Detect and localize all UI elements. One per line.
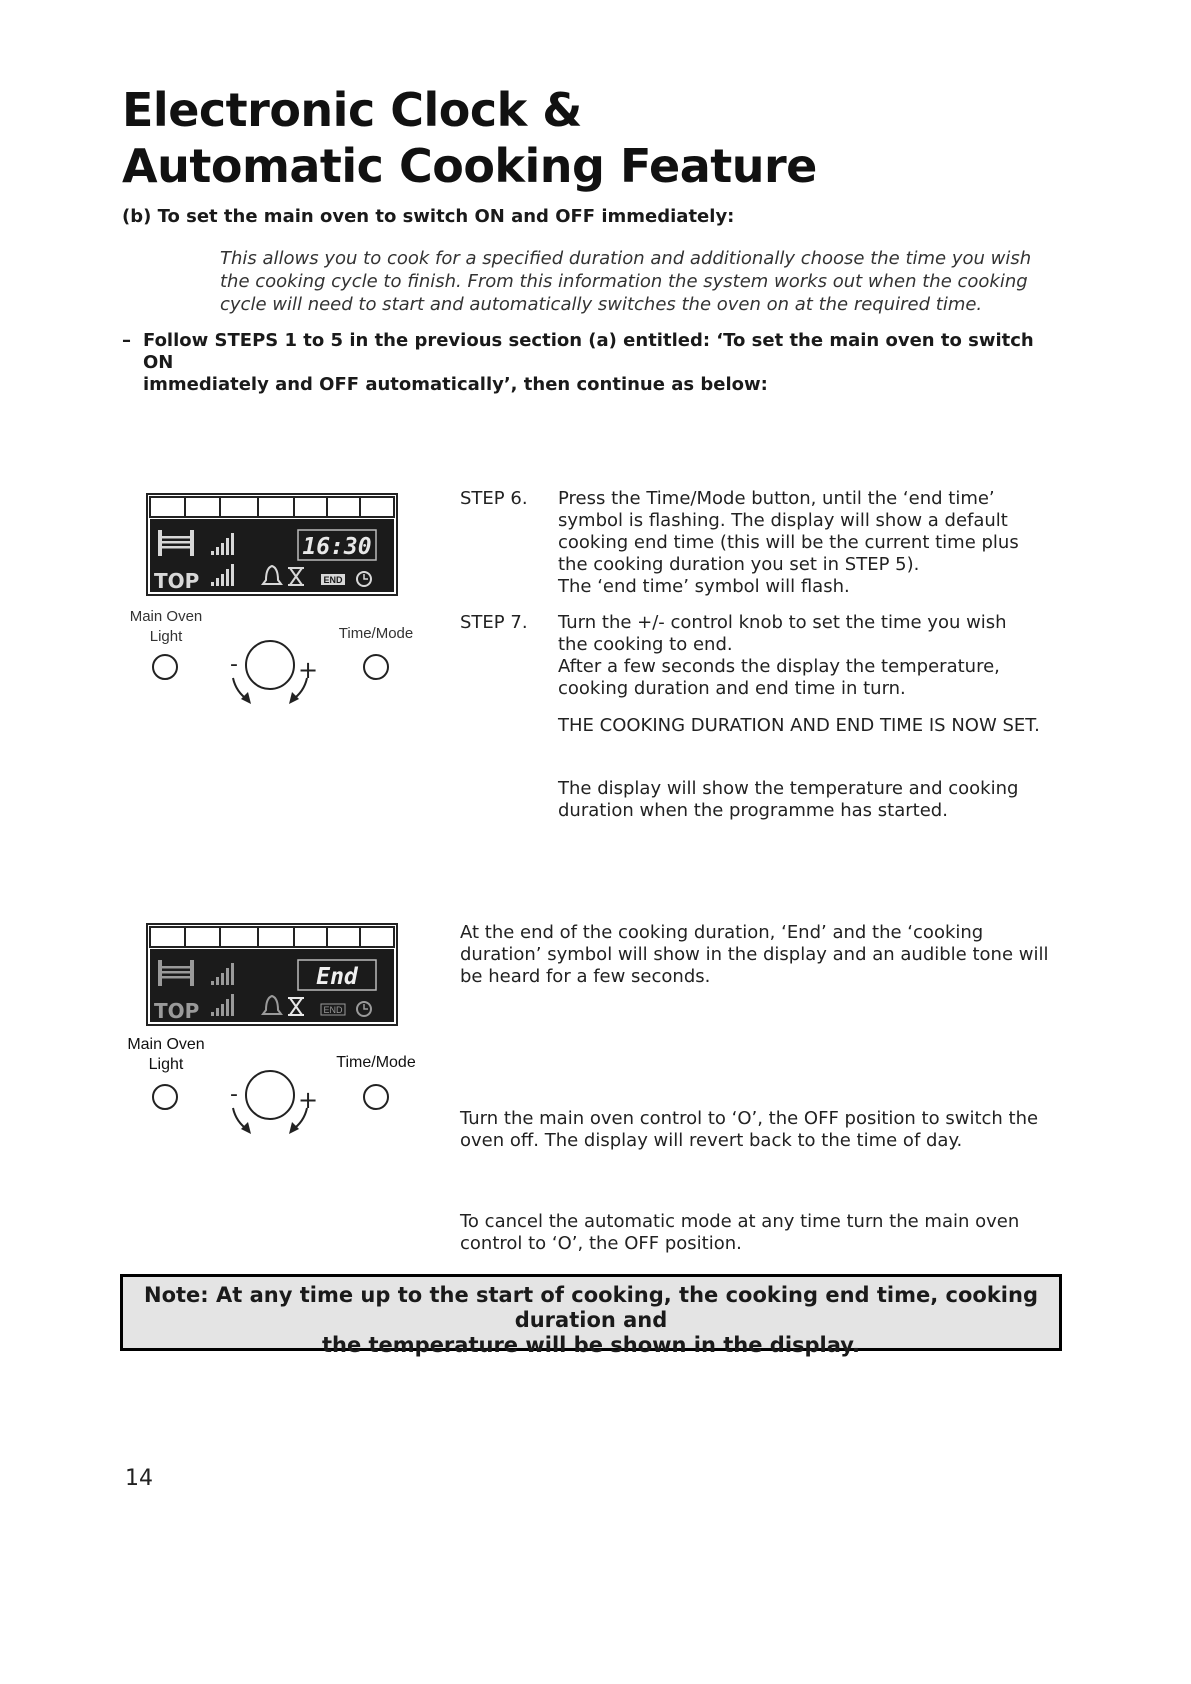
cancel-paragraph xyxy=(460,1211,1060,1255)
end-line-3: be heard for a few seconds. xyxy=(460,966,711,987)
note-line-2: the temperature will be shown in the display. xyxy=(321,1333,861,1357)
step-6-line-5: The ‘end time’ symbol will flash. xyxy=(558,576,850,597)
minus-label: - xyxy=(230,652,238,677)
section-subheading: (b) To set the main oven to switch ON and OFF immediately: xyxy=(122,206,735,227)
bullet-dash: – xyxy=(122,330,131,351)
intro-line-3: cycle will need to start and automatically switches the oven on at the required time. xyxy=(220,294,983,315)
step-7-line-3: After a few seconds the display the temperature, xyxy=(558,656,1000,677)
step-6-line-3: cooking end time (this will be the current time plus xyxy=(558,532,1019,553)
note-box xyxy=(120,1274,1062,1357)
bullet-text xyxy=(143,330,1043,396)
main-oven-light-line-2: Light xyxy=(149,628,183,645)
minus-label: - xyxy=(230,1082,238,1107)
display-note-line-1: The display will show the temperature and cooking xyxy=(558,778,1019,799)
step-7-text xyxy=(558,612,1048,700)
title-line-1: Electronic Clock & xyxy=(122,83,582,137)
step-6-line-2: symbol is flashing. The display will show a default xyxy=(558,510,1008,531)
end-paragraph xyxy=(460,922,1060,988)
page-number: 14 xyxy=(125,1466,153,1491)
step-6-label: STEP 6. xyxy=(460,488,528,509)
intro-line-2: the cooking cycle to finish. From this information the system works out when the cooking xyxy=(220,271,1028,292)
page-title xyxy=(122,82,817,194)
control-knob[interactable] xyxy=(246,641,294,689)
main-oven-light-label xyxy=(120,607,212,647)
cancel-line-1: To cancel the automatic mode at any time turn the main oven xyxy=(460,1211,1020,1232)
top-label: TOP xyxy=(154,999,200,1023)
step-7-label: STEP 7. xyxy=(460,612,528,633)
step-6-line-1: Press the Time/Mode button, until the ‘end time’ xyxy=(558,488,995,509)
time-mode-label: Time/Mode xyxy=(338,625,414,642)
intro-line-1: This allows you to cook for a specified duration and additionally choose the time you wish xyxy=(220,248,1032,269)
intro-paragraph xyxy=(220,247,1040,316)
off-line-2: oven off. The display will revert back to the time of day. xyxy=(460,1130,963,1151)
step-7-confirm: THE COOKING DURATION AND END TIME IS NOW SET. xyxy=(558,715,1040,736)
note-line-1: Note: At any time up to the start of cooking, the cooking end time, cooking duration and xyxy=(144,1283,1038,1332)
plus-label: + xyxy=(298,1086,319,1114)
main-oven-light-button[interactable] xyxy=(153,1085,177,1109)
time-mode-button[interactable] xyxy=(364,1085,388,1109)
time-mode-label-2: Time/Mode xyxy=(336,1054,416,1071)
control-knob[interactable] xyxy=(246,1071,294,1119)
top-label: TOP xyxy=(154,569,200,593)
end-icon-label: END xyxy=(323,1005,343,1015)
main-oven-light-line-2: Light xyxy=(148,1056,184,1073)
end-line-2: duration’ symbol will show in the display and an audible tone will xyxy=(460,944,1049,965)
plus-label: + xyxy=(298,656,319,684)
end-line-1: At the end of the cooking duration, ‘End’ and the ‘cooking xyxy=(460,922,984,943)
control-panel-2 xyxy=(120,918,440,1143)
cancel-line-2: control to ‘O’, the OFF position. xyxy=(460,1233,742,1254)
main-oven-light-label-2 xyxy=(120,1035,212,1075)
off-paragraph xyxy=(460,1108,1060,1152)
time-mode-button[interactable] xyxy=(364,655,388,679)
end-icon-label: END xyxy=(323,575,343,585)
step-6-text xyxy=(558,488,1038,598)
main-oven-light-button[interactable] xyxy=(153,655,177,679)
step-7-line-4: cooking duration and end time in turn. xyxy=(558,678,906,699)
step-7-line-1: Turn the +/- control knob to set the time you wish xyxy=(558,612,1007,633)
step-7-line-2: the cooking to end. xyxy=(558,634,733,655)
clock-display: 16:30 xyxy=(302,534,372,560)
display-note-line-2: duration when the programme has started. xyxy=(558,800,948,821)
step-7-display-note xyxy=(558,778,1048,822)
off-line-1: Turn the main oven control to ‘O’, the OFF position to switch the xyxy=(460,1108,1039,1129)
control-panel-1 xyxy=(120,488,440,713)
step-6-line-4: the cooking duration you set in STEP 5). xyxy=(558,554,920,575)
main-oven-light-line-1: Main Oven xyxy=(129,608,203,625)
main-oven-light-line-1: Main Oven xyxy=(127,1036,205,1053)
bullet-line-2: immediately and OFF automatically’, then continue as below: xyxy=(143,374,768,395)
bullet-line-1: Follow STEPS 1 to 5 in the previous section (a) entitled: ‘To set the main oven to switch ON xyxy=(143,330,1034,373)
title-line-2: Automatic Cooking Feature xyxy=(122,139,817,193)
end-display: End xyxy=(316,964,358,990)
